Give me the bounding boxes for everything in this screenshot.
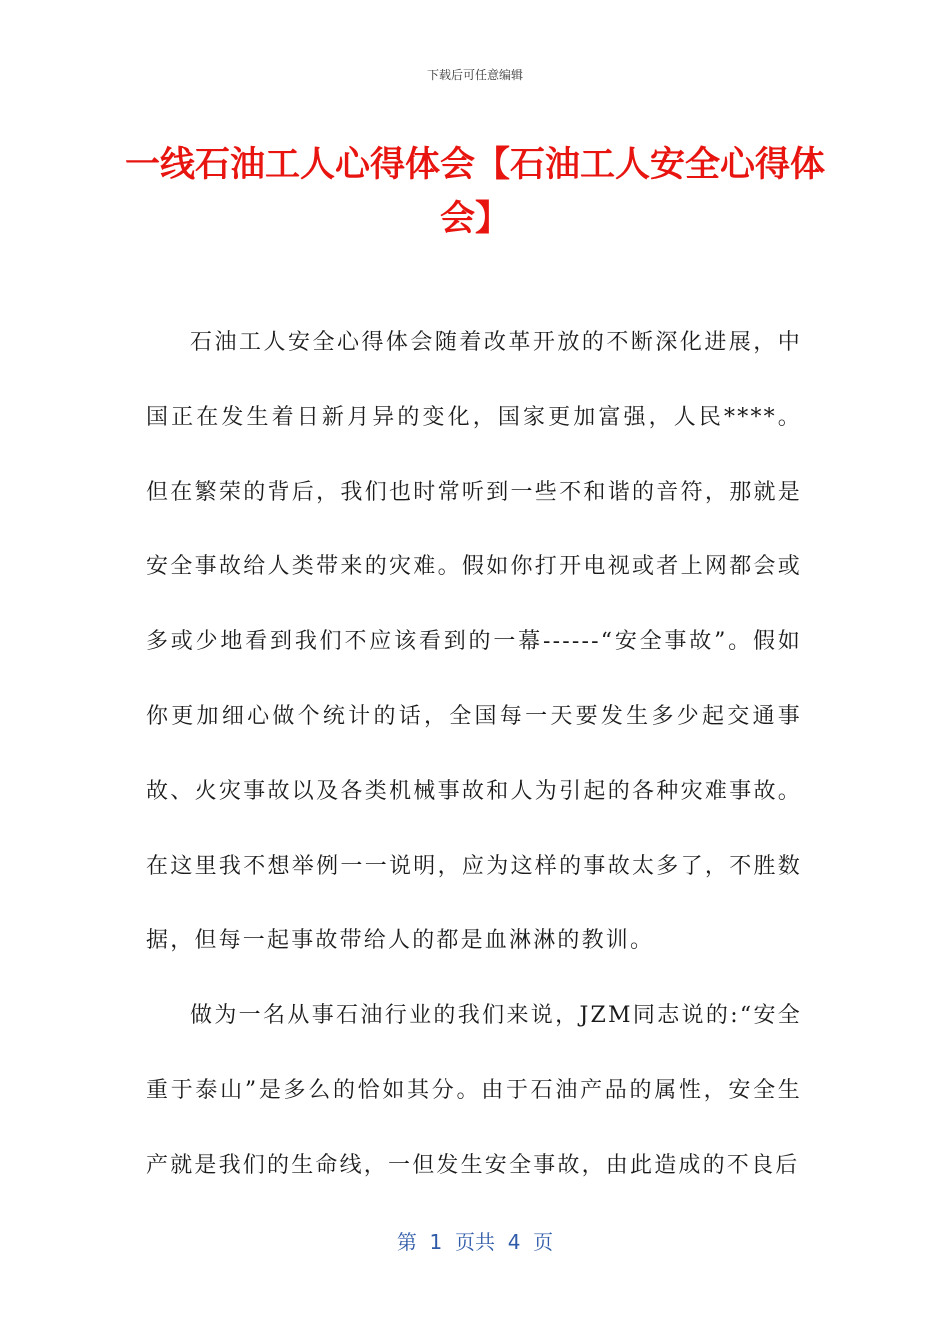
header-note: 下载后可任意编辑	[426, 68, 523, 82]
page-number: 第 1 页共 4 页	[396, 1230, 554, 1254]
body-paragraph: 石油工人安全心得体会随着改革开放的不断深化进展，中国正在发生着日新月异的变化，国家更加富强，人民****。但在繁荣的背后，我们也时常听到一些不和谐的音符，那就是安全事故给人类带来的灾难。假如你打开电视或者上网都会或多或少地看到我们不应该看到的一幕------“安全事故”。假如你更加细心做个统计的话，全国每一天要发生多少起交通事故、火灾事故以及各类机械事故和人为引起的各种灾难事故。在这里我不想举例一一说明，应为这样的事故太多了，不胜数据，但每一起事故带给人的都是血淋淋的教训。	[146, 330, 802, 954]
body-paragraph: 做为一名从事石油行业的我们来说，JZM同志说的:“安全重于泰山”是多么的恰如其分。由于石油产品的属性，安全生产就是我们的生命线，一但发生安全事故，由此造成的不良后	[146, 1003, 802, 1178]
document-title: 一线石油工人心得体会【石油工人安全心得体会】	[124, 145, 825, 239]
document-body	[146, 306, 802, 1204]
